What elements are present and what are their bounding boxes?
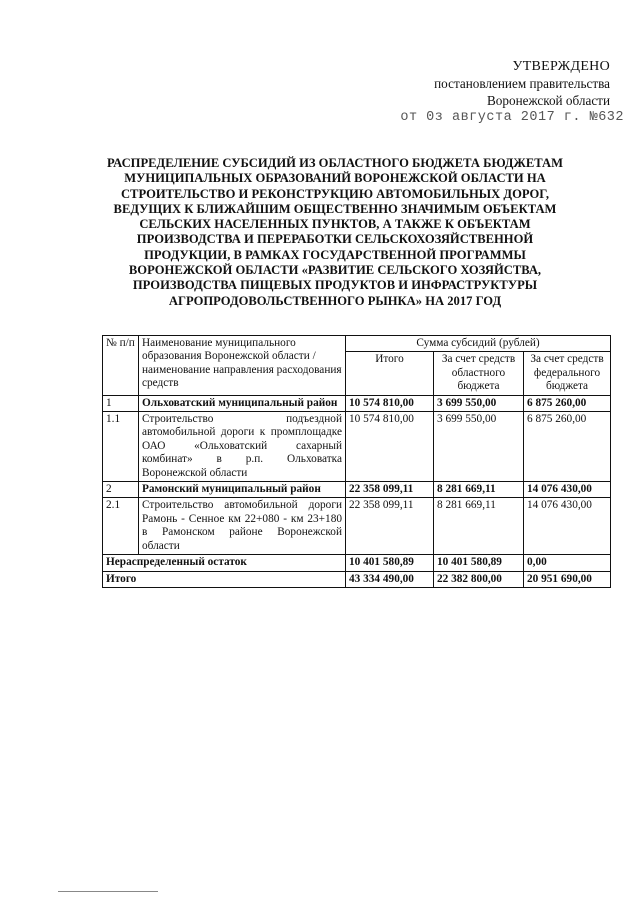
row-name: Строительство автомобильной дороги Рамонь - Сенное км 22+080 - км 23+180 в Рамонском районе Воронежской области <box>139 498 346 555</box>
unallocated-total: 10 401 580,89 <box>346 555 434 571</box>
header-federal: За счет средств федерального бюджета <box>524 352 611 395</box>
row-num: 1.1 <box>103 412 139 482</box>
subsidy-table <box>102 335 611 588</box>
row-total: 22 358 099,11 <box>346 482 434 498</box>
table-row <box>103 482 611 498</box>
header-num: № п/п <box>103 336 139 396</box>
approval-date-stamp: от 0з августа 2017 г. №632 <box>400 110 624 125</box>
table-row <box>103 395 611 411</box>
row-federal: 6 875 260,00 <box>524 395 611 411</box>
row-regional: 3 699 550,00 <box>434 412 524 482</box>
row-regional: 8 281 669,11 <box>434 482 524 498</box>
header-name: Наименование муниципального образования Воронежской области / наименование направления расходования средств <box>139 336 346 396</box>
row-regional: 8 281 669,11 <box>434 498 524 555</box>
row-name: Строительство подъездной автомобильной дороги к промплощадке ОАО «Ольховатский сахарный комбинат» в р.п. Ольховатка Воронежской области <box>139 412 346 482</box>
approval-block <box>400 58 624 126</box>
row-federal: 14 076 430,00 <box>524 498 611 555</box>
row-total: 10 574 810,00 <box>346 412 434 482</box>
row-num: 2.1 <box>103 498 139 555</box>
unallocated-row <box>103 555 611 571</box>
approval-decree: постановлением правительства <box>434 76 610 91</box>
row-federal: 6 875 260,00 <box>524 412 611 482</box>
row-name: Рамонский муниципальный район <box>139 482 346 498</box>
approval-region: Воронежской области <box>487 93 610 108</box>
footer-divider <box>58 891 158 892</box>
row-name: Ольховатский муниципальный район <box>139 395 346 411</box>
unallocated-regional: 10 401 580,89 <box>434 555 524 571</box>
header-regional: За счет средств областного бюджета <box>434 352 524 395</box>
row-federal: 14 076 430,00 <box>524 482 611 498</box>
row-regional: 3 699 550,00 <box>434 395 524 411</box>
unallocated-label: Нераспределенный остаток <box>103 555 346 571</box>
table-row <box>103 412 611 482</box>
grand-total-regional: 22 382 800,00 <box>434 571 524 587</box>
document-title: РАСПРЕДЕЛЕНИЕ СУБСИДИЙ ИЗ ОБЛАСТНОГО БЮДЖЕТА БЮДЖЕТАМ МУНИЦИПАЛЬНЫХ ОБРАЗОВАНИЙ ВОРОНЕЖСКОЙ ОБЛАСТИ НА СТРОИТЕЛЬСТВО И РЕКОНСТРУКЦИЮ АВТОМОБИЛЬНЫХ ДОРОГ, ВЕДУЩИХ К БЛИЖАЙШИМ ОБЩЕСТВЕННО ЗНАЧИМЫМ ОБЪЕКТАМ СЕЛЬСКИХ НАСЕЛЕННЫХ ПУНКТОВ, А ТАКЖЕ К ОБЪЕКТАМ ПРОИЗВОДСТВА И ПЕРЕРАБОТКИ СЕЛЬСКОХОЗЯЙСТВЕННОЙ ПРОДУКЦИИ, В РАМКАХ ГОСУДАРСТВЕННОЙ ПРОГРАММЫ ВОРОНЕЖСКОЙ ОБЛАСТИ «РАЗВИТИЕ СЕЛЬСКОГО ХОЗЯЙСТВА, ПРОИЗВОДСТВА ПИЩЕВЫХ ПРОДУКТОВ И ИНФРАСТРУКТУРЫ АГРОПРОДОВОЛЬСТВЕННОГО РЫНКА» НА 2017 ГОД <box>107 156 563 308</box>
row-total: 10 574 810,00 <box>346 395 434 411</box>
header-total: Итого <box>346 352 434 395</box>
grand-total-label: Итого <box>103 571 346 587</box>
grand-total-row <box>103 571 611 587</box>
grand-total-federal: 20 951 690,00 <box>524 571 611 587</box>
row-total: 22 358 099,11 <box>346 498 434 555</box>
grand-total-total: 43 334 490,00 <box>346 571 434 587</box>
table-header-row <box>103 336 611 352</box>
header-sum: Сумма субсидий (рублей) <box>346 336 611 352</box>
approval-heading: УТВЕРЖДЕНО <box>512 59 610 74</box>
row-num: 2 <box>103 482 139 498</box>
table-row <box>103 498 611 555</box>
unallocated-federal: 0,00 <box>524 555 611 571</box>
row-num: 1 <box>103 395 139 411</box>
